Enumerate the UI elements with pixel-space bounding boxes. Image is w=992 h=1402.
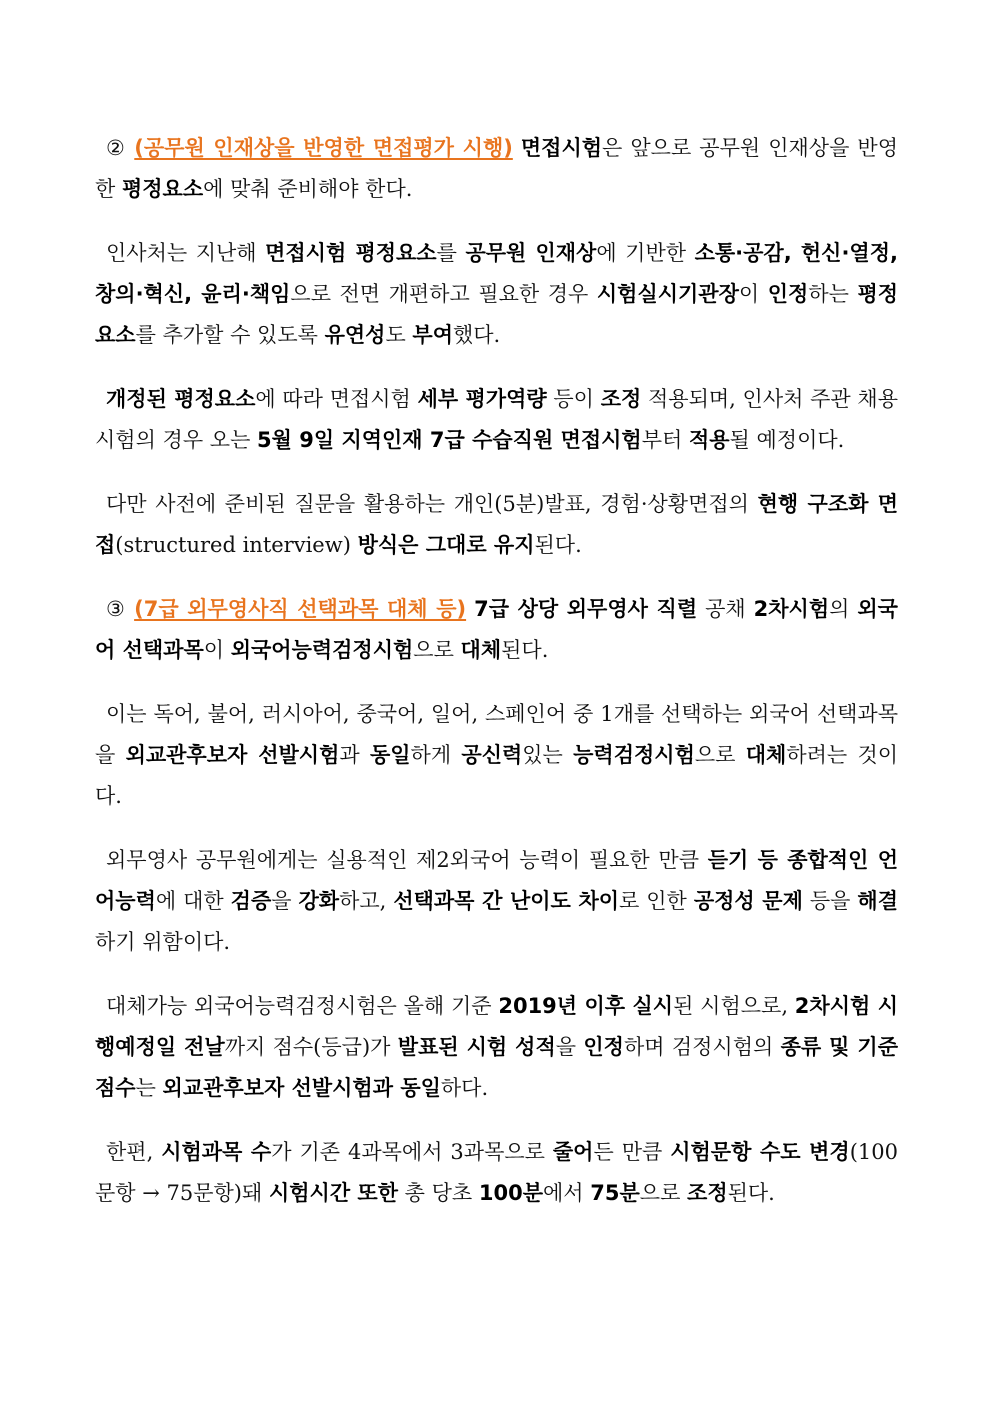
body-text: 외무영사 공무원에게는 실용적인 제2외국어 능력이 필요한 만큼 <box>106 848 708 872</box>
body-text: 를 추가할 수 있도록 <box>135 323 325 347</box>
body-text: 에서 <box>543 1181 591 1205</box>
paragraph-language-purpose <box>95 840 898 963</box>
bold-text: 2019년 이후 실시 <box>498 994 674 1018</box>
body-text: ③ <box>106 597 135 621</box>
bold-text: 세부 평가역량 <box>417 387 547 411</box>
body-text: 공채 <box>697 597 754 621</box>
body-text: 도 <box>385 323 413 347</box>
section-heading: (공무원 인재상을 반영한 면접평가 시행) <box>134 136 513 160</box>
body-text: 이 <box>738 282 768 306</box>
section-heading: (7급 외무영사직 선택과목 대체 등) <box>134 597 467 621</box>
bold-text: 100분 <box>478 1181 544 1205</box>
bold-text: 시험실시기관장 <box>596 282 739 306</box>
bold-text: 5월 9일 지역인재 7급 수습직원 면접시험 <box>257 428 642 452</box>
bold-text: 종류 및 기준점수 <box>95 1035 899 1100</box>
body-text: 된 시험으로, <box>673 994 795 1018</box>
body-text: 에 대한 <box>155 889 231 913</box>
bold-text: 줄어 <box>552 1140 594 1164</box>
paragraph-interview-heading <box>95 128 898 210</box>
body-text: 된다. <box>534 533 582 557</box>
body-text: 하는 <box>808 282 858 306</box>
bold-text: 7급 상당 외무영사 직렬 <box>474 597 698 621</box>
bold-text: 시험문항 수도 변경 <box>670 1140 850 1164</box>
body-text <box>513 136 521 160</box>
body-text: 의 <box>829 597 858 621</box>
body-text: 했다. <box>452 323 501 347</box>
bold-text: 대체 <box>745 743 787 767</box>
body-text: 총 당초 <box>398 1181 479 1205</box>
bold-text: 현행 구조화 면접 <box>95 492 899 557</box>
bold-text: 75분 <box>590 1181 640 1205</box>
body-text: 부터 <box>641 428 689 452</box>
body-text: 든 만큼 <box>593 1140 671 1164</box>
bold-text: 강화 <box>298 889 340 913</box>
body-text: 한편, <box>106 1140 162 1164</box>
bold-text: 방식은 그대로 유지 <box>357 533 535 557</box>
bold-text: 면접시험 <box>520 136 603 160</box>
body-text: 에 맞춰 준비해야 한다. <box>203 177 413 201</box>
bold-text: 공정성 문제 <box>693 889 803 913</box>
body-text: 인사처는 지난해 <box>106 241 266 265</box>
bold-text: 인정 <box>583 1035 624 1059</box>
bold-text: 인정 <box>767 282 809 306</box>
document-body <box>95 128 898 1237</box>
bold-text: 조정 <box>600 387 642 411</box>
bold-text: 검증 <box>230 889 272 913</box>
bold-text: 조정 <box>687 1181 728 1205</box>
bold-text: 시험시간 또한 <box>268 1181 398 1205</box>
body-text: 는 <box>135 1076 163 1100</box>
bold-text: 개정된 평정요소 <box>106 387 256 411</box>
bold-text: 외국어 선택과목 <box>95 597 898 662</box>
body-text: 로 인한 <box>619 889 694 913</box>
body-text: 하며 검정시험의 <box>623 1035 781 1059</box>
paragraph-interview-criteria <box>95 233 898 356</box>
bold-text: 2차시험 <box>753 597 830 621</box>
body-text: 은 앞으로 공무원 인재상을 반영한 <box>95 136 898 201</box>
bold-text: 평정요소 <box>95 282 899 347</box>
body-text: 를 <box>436 241 466 265</box>
paragraph-exam-changes <box>95 1132 898 1214</box>
body-text: 을 <box>555 1035 584 1059</box>
body-text: 하고, <box>339 889 394 913</box>
body-text: 하려는 것이다. <box>95 743 899 808</box>
bold-text: 부여 <box>412 323 453 347</box>
body-text: 등을 <box>802 889 858 913</box>
body-text: 될 예정이다. <box>729 428 845 452</box>
bold-text: 해결 <box>857 889 898 913</box>
body-text: (structured interview) <box>115 533 358 557</box>
body-text: 가 기존 4과목에서 3과목으로 <box>271 1140 553 1164</box>
paragraph-language-reason <box>95 694 898 817</box>
bold-text: 시험과목 수 <box>161 1140 272 1164</box>
paragraph-language-heading <box>95 589 898 671</box>
bold-text: 소통·공감, 헌신·열정, 창의·혁신, 윤리·책임 <box>95 241 898 306</box>
body-text: 하다. <box>440 1076 489 1100</box>
body-text: 대체가능 외국어능력검정시험은 올해 기준 <box>106 994 499 1018</box>
bold-text: 동일 <box>369 743 411 767</box>
bold-text: 유연성 <box>324 323 386 347</box>
bold-text: 면접시험 평정요소 <box>265 241 437 265</box>
bold-text: 외국어능력검정시험 <box>230 638 414 662</box>
bold-text: 공무원 인재상 <box>465 241 597 265</box>
body-text: 에 기반한 <box>596 241 695 265</box>
bold-text: 적용 <box>688 428 730 452</box>
bold-text: 외교관후보자 선발시험 <box>125 743 340 767</box>
body-text: 에 따라 면접시험 <box>255 387 418 411</box>
body-text: 으로 <box>694 743 746 767</box>
body-text: 다만 사전에 준비된 질문을 활용하는 개인(5분)발표, 경험·상황면접의 <box>106 492 758 516</box>
body-text: 적용되며, 인사처 주관 채용시험의 경우 오는 <box>95 387 898 452</box>
body-text: 까지 점수(등급)가 <box>224 1035 398 1059</box>
body-text: 있는 <box>522 743 574 767</box>
paragraph-interview-application <box>95 379 898 461</box>
body-text: 이는 독어, 불어, 러시아어, 중국어, 일어, 스페인어 중 1개를 선택하는 외국어 선택과목을 <box>95 702 898 767</box>
body-text: 등이 <box>546 387 601 411</box>
body-text <box>466 597 474 621</box>
body-text: (100문항 → 75문항)돼 <box>95 1140 898 1205</box>
body-text: 으로 <box>639 1181 688 1205</box>
bold-text: 공신력 <box>461 743 523 767</box>
bold-text: 듣기 등 종합적인 언어능력 <box>95 848 898 913</box>
paragraph-interview-structure <box>95 484 898 566</box>
bold-text: 외교관후보자 선발시험과 동일 <box>162 1076 441 1100</box>
body-text: 하게 <box>410 743 462 767</box>
bold-text: 능력검정시험 <box>573 743 695 767</box>
body-text: ② <box>106 136 135 160</box>
paragraph-language-eligibility <box>95 986 898 1109</box>
body-text: 하기 위함이다. <box>95 930 231 954</box>
bold-text: 선택과목 간 난이도 차이 <box>393 889 620 913</box>
body-text: 으로 전면 개편하고 필요한 경우 <box>290 282 597 306</box>
body-text: 을 <box>271 889 299 913</box>
body-text: 으로 <box>413 638 461 662</box>
body-text: 된다. <box>501 638 549 662</box>
body-text: 이 <box>203 638 231 662</box>
bold-text: 대체 <box>460 638 502 662</box>
body-text: 된다. <box>727 1181 775 1205</box>
bold-text: 2차시험 시행예정일 전날 <box>95 994 898 1059</box>
bold-text: 평정요소 <box>121 177 204 201</box>
body-text: 과 <box>339 743 370 767</box>
bold-text: 발표된 시험 성적 <box>397 1035 556 1059</box>
